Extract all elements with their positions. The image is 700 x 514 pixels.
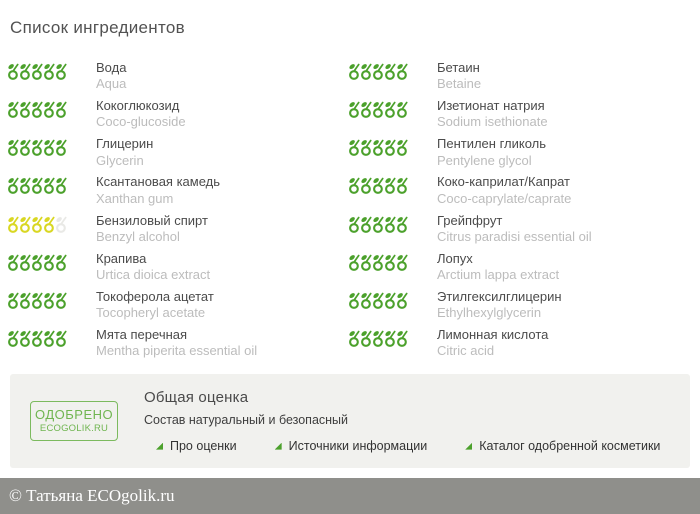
ingredient-text [96, 136, 153, 169]
leaf-icon [385, 329, 396, 348]
leaf-icon [373, 176, 384, 195]
ingredient-rating [349, 327, 409, 348]
leaf-icon [385, 62, 396, 81]
leaf-icon [397, 176, 408, 195]
ingredient-rating [349, 174, 409, 195]
leaf-icon [20, 215, 31, 234]
triangle-bullet-icon [465, 443, 472, 450]
leaf-icon [20, 138, 31, 157]
summary-link[interactable] [275, 439, 428, 453]
leaf-icon [32, 215, 43, 234]
leaf-icon [361, 215, 372, 234]
ingredient-rating [8, 174, 68, 195]
triangle-bullet-icon [156, 443, 163, 450]
ingredient-name: Изетионат натрия [437, 98, 545, 114]
ingredient-row [8, 98, 349, 131]
ingredient-text [437, 251, 559, 284]
ingredient-name: Мята перечная [96, 326, 188, 342]
ingredient-text [437, 136, 546, 169]
ingredient-name: Лопух [437, 250, 473, 266]
ingredient-text [437, 98, 548, 131]
ingredients-list [8, 60, 690, 365]
ingredient-latin: Arctium lappa extract [437, 266, 560, 282]
ingredient-latin: Pentylene glycol [437, 152, 532, 168]
ingredient-latin: Glycerin [96, 152, 144, 168]
ingredient-rating [349, 60, 409, 81]
leaf-icon [44, 62, 55, 81]
ingredient-latin: Tocopheryl acetate [96, 305, 206, 321]
leaf-icon [44, 253, 55, 272]
ingredient-rating [8, 213, 68, 234]
leaf-icon [361, 176, 372, 195]
ingredient-rating [349, 136, 409, 157]
leaf-icon [20, 176, 31, 195]
ingredient-name: Вода [96, 60, 127, 75]
leaf-icon [373, 100, 384, 119]
ingredient-latin: Coco-glucoside [96, 114, 186, 130]
summary-link[interactable] [465, 439, 660, 453]
leaf-icon [32, 329, 43, 348]
ingredient-name: Этилгексилглицерин [437, 288, 562, 304]
leaf-icon [361, 329, 372, 348]
ingredient-name: Бетаин [437, 60, 480, 75]
ingredient-latin: Aqua [96, 76, 127, 92]
leaf-icon [8, 100, 19, 119]
ingredient-rating [8, 289, 68, 310]
ingredient-latin: Ethylhexylglycerin [437, 305, 542, 321]
ingredients-column-left [8, 60, 349, 365]
leaf-icon [361, 138, 372, 157]
leaf-icon [373, 215, 384, 234]
leaf-icon [20, 329, 31, 348]
leaf-icon [8, 138, 19, 157]
ingredient-rating [8, 327, 68, 348]
leaf-icon [32, 253, 43, 272]
ingredient-text [437, 327, 548, 360]
summary-links [156, 439, 660, 453]
ingredient-name: Ксантановая камедь [96, 174, 221, 190]
leaf-icon [20, 291, 31, 310]
ingredient-text [96, 174, 220, 207]
ingredient-row [349, 174, 690, 207]
ingredient-text [96, 327, 257, 360]
ingredient-text [96, 251, 210, 284]
ingredient-latin: Citric acid [437, 343, 495, 359]
leaf-icon [349, 138, 360, 157]
ingredient-row [8, 251, 349, 284]
leaf-icon [44, 291, 55, 310]
leaf-icon [385, 138, 396, 157]
leaf-icon [44, 215, 55, 234]
leaf-icon [8, 176, 19, 195]
leaf-icon [397, 138, 408, 157]
ingredient-text [437, 213, 592, 246]
leaf-icon [56, 176, 67, 195]
ingredient-row [349, 327, 690, 360]
summary-link-label: Про оценки [170, 439, 237, 454]
ingredient-latin: Mentha piperita essential oil [96, 343, 258, 359]
ingredient-latin: Sodium isethionate [437, 114, 548, 130]
leaf-icon [8, 62, 19, 81]
leaf-icon [385, 215, 396, 234]
ingredients-column-right [349, 60, 690, 365]
leaf-icon [56, 62, 67, 81]
leaf-icon [44, 100, 55, 119]
leaf-icon [373, 62, 384, 81]
summary-link-label: Каталог одобренной косметики [479, 439, 661, 454]
ingredient-rating [349, 98, 409, 119]
summary-heading: Общая оценка [144, 389, 249, 407]
ingredient-latin: Coco-caprylate/caprate [437, 190, 572, 206]
leaf-icon [32, 176, 43, 195]
leaf-icon [397, 100, 408, 119]
leaf-icon [56, 215, 67, 234]
leaf-icon [349, 176, 360, 195]
ingredient-row [349, 136, 690, 169]
leaf-icon [373, 253, 384, 272]
ingredient-name: Токоферола ацетат [96, 288, 214, 304]
ingredient-rating [349, 289, 409, 310]
ingredient-rating [8, 136, 68, 157]
leaf-icon [56, 329, 67, 348]
leaf-icon [56, 100, 67, 119]
ingredient-text [96, 60, 126, 93]
ingredient-latin: Xanthan gum [96, 190, 174, 206]
ingredient-text [437, 60, 481, 93]
ingredient-name: Кокоглюкозид [96, 98, 180, 114]
ingredient-text [96, 213, 208, 246]
ingredient-name: Глицерин [96, 136, 154, 152]
ingredient-name: Коко-каприлат/Капрат [437, 174, 570, 190]
leaf-icon [32, 291, 43, 310]
leaf-icon [385, 291, 396, 310]
ingredient-latin: Benzyl alcohol [96, 228, 180, 244]
leaf-icon [385, 176, 396, 195]
leaf-icon [8, 253, 19, 272]
leaf-icon [361, 291, 372, 310]
approved-badge [30, 401, 118, 441]
ingredient-name: Крапива [96, 250, 147, 266]
summary-panel [10, 374, 690, 468]
ingredient-latin: Betaine [437, 76, 482, 92]
leaf-icon [373, 138, 384, 157]
ingredient-text [437, 289, 562, 322]
footer-copyright: © Татьяна ECOgolik.ru [9, 486, 175, 505]
ingredient-name: Пентилен гликоль [437, 136, 547, 152]
ingredient-text [437, 174, 571, 207]
leaf-icon [32, 62, 43, 81]
leaf-icon [361, 100, 372, 119]
ingredient-row [8, 60, 349, 93]
ingredient-rating [8, 98, 68, 119]
footer-bar [0, 478, 700, 514]
leaf-icon [397, 291, 408, 310]
ingredient-row [349, 213, 690, 246]
ingredient-rating [349, 213, 409, 234]
summary-link[interactable] [156, 439, 237, 453]
leaf-icon [349, 291, 360, 310]
ingredient-row [8, 174, 349, 207]
leaf-icon [32, 100, 43, 119]
leaf-icon [397, 215, 408, 234]
ingredient-row [8, 136, 349, 169]
ingredient-latin: Urtica dioica extract [96, 266, 211, 282]
leaf-icon [385, 100, 396, 119]
ingredient-name: Лимонная кислота [437, 326, 549, 342]
summary-link-label: Источники информации [288, 439, 428, 454]
ingredient-row [8, 213, 349, 246]
leaf-icon [56, 138, 67, 157]
ingredient-text [96, 98, 186, 131]
leaf-icon [385, 253, 396, 272]
leaf-icon [349, 215, 360, 234]
leaf-icon [349, 329, 360, 348]
leaf-icon [373, 291, 384, 310]
leaf-icon [8, 215, 19, 234]
leaf-icon [397, 329, 408, 348]
leaf-icon [349, 62, 360, 81]
leaf-icon [373, 329, 384, 348]
leaf-icon [20, 62, 31, 81]
leaf-icon [397, 253, 408, 272]
summary-verdict: Состав натуральный и безопасный [144, 413, 349, 428]
leaf-icon [8, 329, 19, 348]
approved-badge-line1: ОДОБРЕНО [35, 407, 114, 423]
ingredient-row [349, 251, 690, 284]
ingredient-name: Грейпфрут [437, 212, 503, 228]
leaf-icon [361, 62, 372, 81]
leaf-icon [397, 62, 408, 81]
ingredient-latin: Citrus paradisi essential oil [437, 228, 592, 244]
ingredient-text [96, 289, 214, 322]
leaf-icon [349, 100, 360, 119]
ingredient-name: Бензиловый спирт [96, 212, 208, 228]
ingredient-row [349, 60, 690, 93]
leaf-icon [44, 138, 55, 157]
page-title: Список ингредиентов [10, 18, 185, 37]
leaf-icon [56, 253, 67, 272]
ingredient-rating [349, 251, 409, 272]
leaf-icon [349, 253, 360, 272]
leaf-icon [361, 253, 372, 272]
leaf-icon [32, 138, 43, 157]
leaf-icon [20, 253, 31, 272]
ingredient-row [8, 289, 349, 322]
leaf-icon [56, 291, 67, 310]
ingredient-row [8, 327, 349, 360]
triangle-bullet-icon [275, 443, 282, 450]
summary-details [144, 389, 660, 453]
leaf-icon [20, 100, 31, 119]
leaf-icon [44, 176, 55, 195]
ingredient-row [349, 289, 690, 322]
approved-badge-line2: ECOGOLIK.RU [39, 423, 109, 435]
ingredient-rating [8, 251, 68, 272]
leaf-icon [8, 291, 19, 310]
leaf-icon [44, 329, 55, 348]
ingredient-rating [8, 60, 68, 81]
ingredient-row [349, 98, 690, 131]
